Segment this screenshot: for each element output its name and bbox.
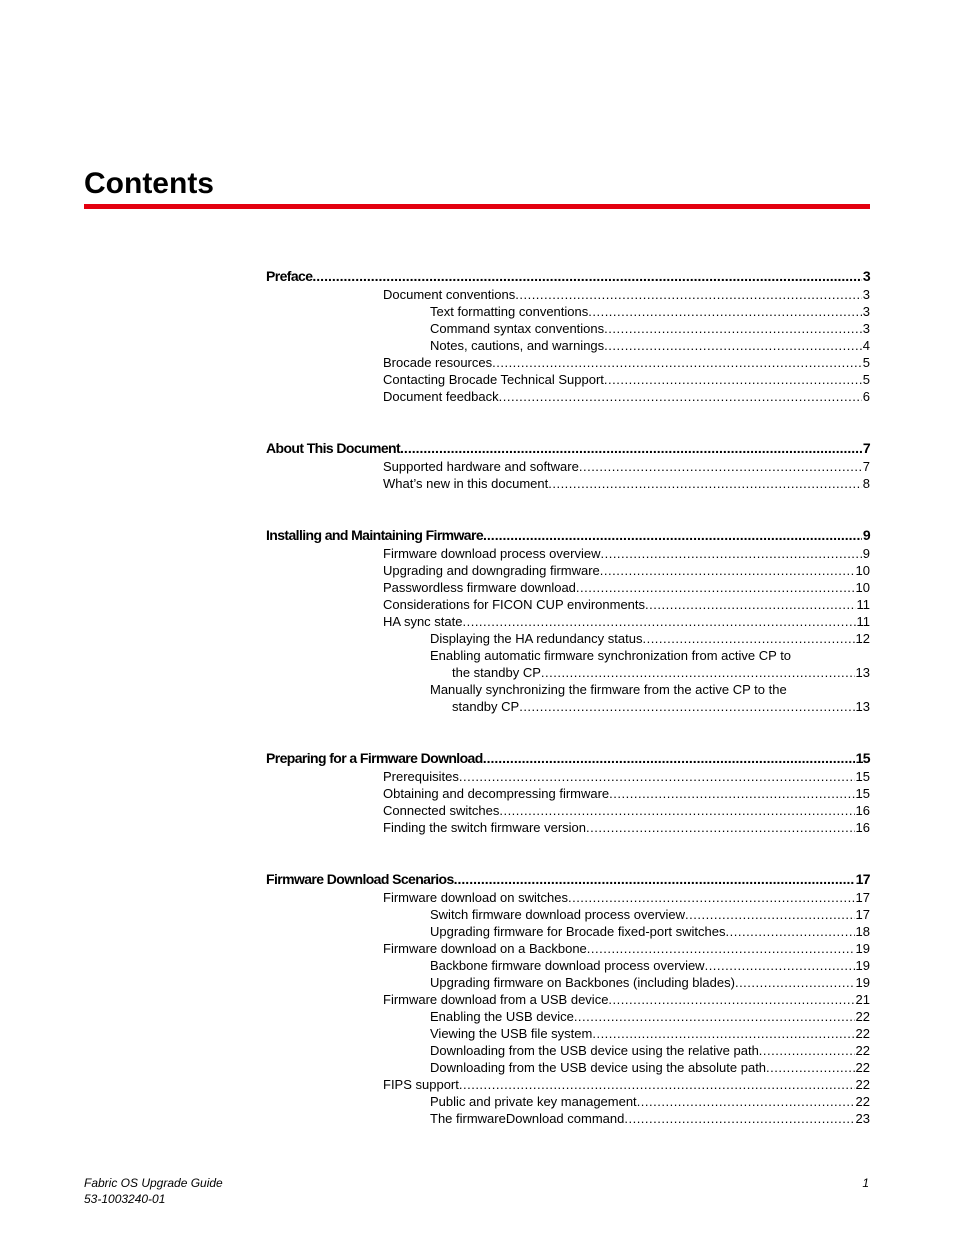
toc-entry-title: Brocade resources: [383, 355, 493, 370]
toc-chapter-page: 9: [862, 527, 870, 543]
toc-leader: [459, 768, 855, 785]
toc-leader: [492, 354, 862, 371]
toc-leader: [574, 1008, 855, 1025]
toc-entry-page: 6: [862, 389, 870, 404]
toc-chapter-title: Installing and Maintaining Firmware: [266, 527, 484, 543]
toc-entry-link[interactable]: [266, 681, 870, 698]
toc-leader: [759, 1042, 855, 1059]
footer-doc-title: Fabric OS Upgrade Guide: [84, 1176, 223, 1190]
toc-entry-page: 3: [862, 304, 870, 319]
toc-chapter-page: 15: [855, 750, 870, 766]
toc-entry-page: 3: [862, 321, 870, 336]
toc-leader: [645, 596, 855, 613]
toc-entry-title: Finding the switch firmware version: [383, 820, 587, 835]
toc-leader: [541, 664, 855, 681]
toc-entry-title: Downloading from the USB device using the absolute path: [430, 1060, 767, 1075]
toc-entry-page: 18: [855, 924, 870, 939]
toc-entry-title: Text formatting conventions: [430, 304, 589, 319]
toc-leader: [587, 940, 855, 957]
toc-entry-page: 4: [862, 338, 870, 353]
toc-entry-link[interactable]: [266, 562, 870, 579]
toc-entry-page: 22: [855, 1043, 870, 1058]
toc-entry-title: Upgrading firmware on Backbones (including blades): [430, 975, 735, 990]
toc-entry-link[interactable]: [266, 388, 870, 405]
toc-entry-title: Enabling the USB device: [430, 1009, 574, 1024]
toc-entry-page: 15: [855, 786, 870, 801]
toc-entry-title: Upgrading and downgrading firmware: [383, 563, 600, 578]
toc-entry-link[interactable]: [266, 1076, 870, 1093]
toc-leader: [519, 698, 854, 715]
toc-entry-title: Downloading from the USB device using the relative path: [430, 1043, 759, 1058]
toc-entry-page: 10: [855, 580, 870, 595]
toc-entry-link[interactable]: [266, 974, 870, 991]
toc-leader: [600, 562, 855, 579]
toc-entry-title: Passwordless firmware download: [383, 580, 576, 595]
toc-leader: [608, 991, 854, 1008]
toc-entry-link[interactable]: [266, 286, 870, 303]
toc-entry-page: 11: [856, 597, 870, 612]
toc-leader: [576, 579, 855, 596]
toc-chapter-page: 3: [862, 268, 870, 284]
toc-entry-page: 16: [855, 803, 870, 818]
toc-chapter-title: Preface: [266, 268, 313, 284]
toc-entry-continuation[interactable]: [266, 698, 870, 715]
footer-page-number: 1: [862, 1176, 869, 1190]
toc-leader: [499, 802, 854, 819]
toc-entry-link[interactable]: [266, 1008, 870, 1025]
toc-entry-title: Upgrading firmware for Brocade fixed-port switches: [430, 924, 726, 939]
toc-entry-title: Prerequisites: [383, 769, 459, 784]
toc-leader: [400, 438, 862, 458]
footer-doc-number: 53-1003240-01: [84, 1192, 166, 1206]
toc-entry-link[interactable]: [266, 337, 870, 354]
toc-leader: [642, 630, 854, 647]
toc-chapter-link[interactable]: [266, 266, 870, 286]
toc-entry-link[interactable]: [266, 320, 870, 337]
toc-leader: [735, 974, 855, 991]
toc-entry-page: 17: [855, 907, 870, 922]
toc-entry-title: HA sync state: [383, 614, 463, 629]
toc-entry-page: 15: [855, 769, 870, 784]
toc-entry-title: Supported hardware and software: [383, 459, 579, 474]
toc-entry-title: Notes, cautions, and warnings: [430, 338, 605, 353]
toc-leader: [609, 785, 854, 802]
toc-entry-link[interactable]: [266, 303, 870, 320]
toc-leader: [515, 286, 862, 303]
toc-chapter-page: 17: [855, 871, 870, 887]
toc-entry-link[interactable]: [266, 613, 870, 630]
toc-entry-title: Command syntax conventions: [430, 321, 605, 336]
toc-chapter-link[interactable]: [266, 748, 870, 768]
page-title: Contents: [84, 167, 214, 200]
toc-entry-link[interactable]: [266, 354, 870, 371]
toc-entry-title: Displaying the HA redundancy status: [430, 631, 643, 646]
toc-leader: [600, 545, 861, 562]
toc-entry-title: Public and private key management: [430, 1094, 637, 1109]
toc-leader: [568, 889, 855, 906]
toc-entry-page: 12: [855, 631, 870, 646]
toc-entry-title: Firmware download on switches: [383, 890, 568, 905]
toc-entry-page: 19: [855, 975, 870, 990]
toc-leader: [592, 1025, 854, 1042]
toc-entry-link[interactable]: [266, 579, 870, 596]
toc-entry-link[interactable]: [266, 802, 870, 819]
toc-leader: [588, 303, 862, 320]
toc-entry-title: Connected switches: [383, 803, 500, 818]
toc-section: [266, 525, 870, 715]
toc-entry-title: What’s new in this document: [383, 476, 549, 491]
toc-leader: [705, 957, 855, 974]
toc-entry-link[interactable]: [266, 1110, 870, 1127]
toc-leader: [604, 320, 862, 337]
toc-entry-title-cont: standby CP: [452, 699, 520, 714]
table-of-contents: [266, 266, 870, 1160]
toc-entry-page: 21: [855, 992, 870, 1007]
toc-entry-title: Document feedback: [383, 389, 499, 404]
toc-entry-page: 22: [855, 1009, 870, 1024]
toc-entry-title: Enabling automatic firmware synchronization from active CP to: [430, 648, 792, 663]
toc-entry-link[interactable]: [266, 819, 870, 836]
toc-entry-link[interactable]: [266, 1025, 870, 1042]
toc-leader: [462, 613, 855, 630]
toc-entry-page: 3: [862, 287, 870, 302]
toc-entry-page: 13: [855, 665, 870, 680]
toc-entry-page: 19: [855, 958, 870, 973]
toc-entry-page: 22: [855, 1060, 870, 1075]
footer-doc-info: [84, 1175, 223, 1207]
toc-entry-link[interactable]: [266, 1042, 870, 1059]
toc-entry-link[interactable]: [266, 630, 870, 647]
toc-entry-page: 22: [855, 1026, 870, 1041]
toc-leader: [624, 1110, 854, 1127]
toc-entry-title: Manually synchronizing the firmware from the active CP to the: [430, 682, 787, 697]
toc-entry-title: Contacting Brocade Technical Support: [383, 372, 604, 387]
toc-leader: [604, 337, 862, 354]
toc-entry-link[interactable]: [266, 475, 870, 492]
toc-entry-title: Switch firmware download process overview: [430, 907, 686, 922]
toc-chapter-link[interactable]: [266, 869, 870, 889]
toc-entry-page: 19: [855, 941, 870, 956]
toc-entry-link[interactable]: [266, 545, 870, 562]
toc-entry-page: 8: [862, 476, 870, 491]
toc-leader: [459, 1076, 855, 1093]
toc-entry-page: 5: [862, 355, 870, 370]
toc-section: [266, 438, 870, 492]
toc-entry-link[interactable]: [266, 768, 870, 785]
toc-entry-link[interactable]: [266, 596, 870, 613]
toc-entry-title: FIPS support: [383, 1077, 459, 1092]
toc-entry-link[interactable]: [266, 906, 870, 923]
toc-entry-page: 10: [855, 563, 870, 578]
toc-section: [266, 869, 870, 1127]
toc-chapter-title: About This Document: [266, 440, 401, 456]
toc-leader: [499, 388, 862, 405]
toc-leader: [726, 923, 855, 940]
toc-entry-title: The firmwareDownload command: [430, 1111, 625, 1126]
toc-entry-link[interactable]: [266, 371, 870, 388]
toc-leader: [586, 819, 855, 836]
toc-entry-title-cont: the standby CP: [452, 665, 541, 680]
toc-entry-link[interactable]: [266, 785, 870, 802]
toc-entry-title: Viewing the USB file system: [430, 1026, 593, 1041]
toc-entry-link[interactable]: [266, 940, 870, 957]
toc-entry-title: Obtaining and decompressing firmware: [383, 786, 610, 801]
toc-leader: [766, 1059, 854, 1076]
toc-entry-link[interactable]: [266, 957, 870, 974]
toc-entry-page: 13: [855, 699, 870, 714]
toc-entry-title: Firmware download on a Backbone: [383, 941, 587, 956]
toc-section: [266, 266, 870, 405]
toc-entry-title: Considerations for FICON CUP environments: [383, 597, 646, 612]
title-rule: [84, 204, 870, 209]
toc-leader: [637, 1093, 855, 1110]
toc-entry-title: Backbone firmware download process overview: [430, 958, 705, 973]
toc-entry-page: 22: [855, 1094, 870, 1109]
toc-entry-title: Firmware download process overview: [383, 546, 601, 561]
toc-entry-page: 16: [855, 820, 870, 835]
toc-entry-page: 11: [856, 614, 870, 629]
toc-entry-page: 23: [855, 1111, 870, 1126]
toc-leader: [454, 869, 855, 889]
toc-entry-page: 7: [862, 459, 870, 474]
toc-chapter-link[interactable]: [266, 525, 870, 545]
toc-chapter-title: Preparing for a Firmware Download: [266, 750, 483, 766]
toc-entry-link[interactable]: [266, 991, 870, 1008]
toc-leader: [548, 475, 862, 492]
toc-entry-link[interactable]: [266, 889, 870, 906]
toc-entry-link[interactable]: [266, 1093, 870, 1110]
toc-entry-title: Document conventions: [383, 287, 516, 302]
toc-entry-link[interactable]: [266, 458, 870, 475]
toc-entry-page: 17: [855, 890, 870, 905]
toc-chapter-page: 7: [862, 440, 870, 456]
toc-leader: [312, 266, 861, 286]
toc-entry-title: Firmware download from a USB device: [383, 992, 609, 1007]
toc-entry-page: 5: [862, 372, 870, 387]
toc-leader: [685, 906, 854, 923]
toc-entry-link[interactable]: [266, 923, 870, 940]
toc-leader: [483, 748, 855, 768]
toc-section: [266, 748, 870, 836]
toc-entry-link[interactable]: [266, 647, 870, 664]
toc-leader: [483, 525, 862, 545]
toc-entry-page: 9: [862, 546, 870, 561]
toc-leader: [604, 371, 862, 388]
toc-entry-continuation[interactable]: [266, 664, 870, 681]
toc-leader: [579, 458, 862, 475]
toc-chapter-link[interactable]: [266, 438, 870, 458]
toc-entry-page: 22: [855, 1077, 870, 1092]
toc-entry-link[interactable]: [266, 1059, 870, 1076]
toc-chapter-title: Firmware Download Scenarios: [266, 871, 454, 887]
